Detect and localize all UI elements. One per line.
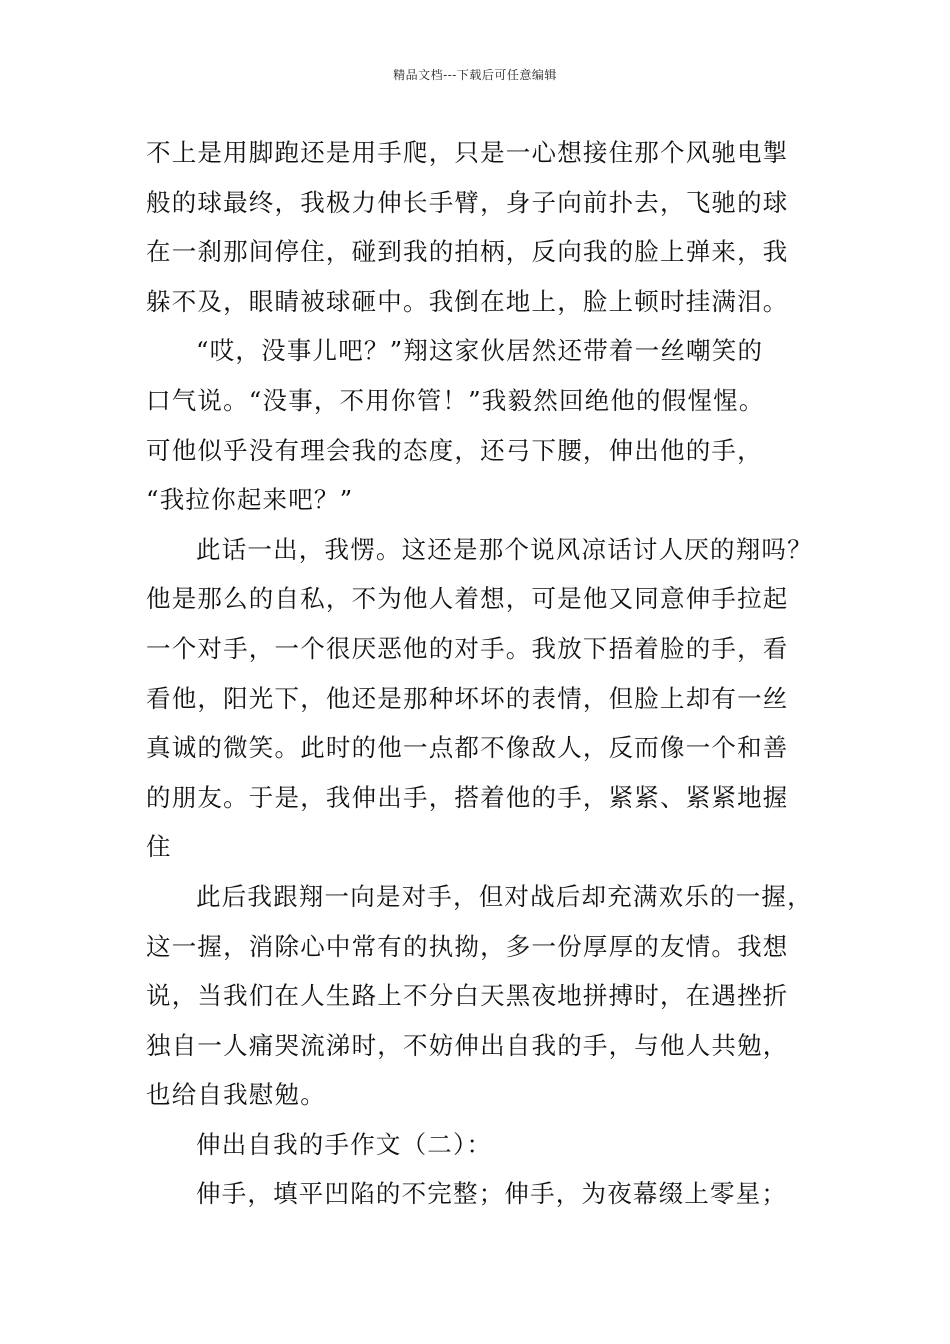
text-line: 的朋友。于是，我伸出手，搭着他的手，紧紧、紧紧地握 <box>146 782 789 812</box>
paragraph-start-line: 此话一出，我愣。这还是那个说风凉话讨人厌的翔吗？ <box>196 534 813 564</box>
text-line: 般的球最终，我极力伸长手臂，身子向前扑去，飞驰的球 <box>146 187 789 217</box>
text-line: 一个对手，一个很厌恶他的对手。我放下捂着脸的手，看 <box>146 633 789 663</box>
text-line: 看他，阳光下，他还是那种坏坏的表情，但脸上却有一丝 <box>146 683 789 713</box>
paragraph-start-line: 此后我跟翔一向是对手，但对战后却充满欢乐的一握， <box>196 881 813 911</box>
document-body <box>146 128 836 1219</box>
section-heading: 伸出自我的手作文（二）： <box>196 1129 493 1159</box>
text-line: 躲不及，眼睛被球砸中。我倒在地上，脸上顿时挂满泪。 <box>146 286 789 316</box>
page-header: 精品文档---下载后可任意编辑 <box>393 68 557 82</box>
text-line: 在一刹那间停住，碰到我的拍柄，反向我的脸上弹来，我 <box>146 237 789 267</box>
text-line: 说，当我们在人生路上不分白天黑夜地拼搏时，在遇挫折 <box>146 981 789 1011</box>
text-line: 真诚的微笑。此时的他一点都不像敌人，反而像一个和善 <box>146 733 789 763</box>
text-line: 住 <box>146 832 172 862</box>
text-line: 口气说。“没事，不用你管！”我毅然回绝他的假惺惺。 <box>146 385 765 415</box>
paragraph-start-line: “哎，没事儿吧？”翔这家伙居然还带着一丝嘲笑的 <box>196 336 764 366</box>
text-line: 他是那么的自私，不为他人着想，可是他又同意伸手拉起 <box>146 584 789 614</box>
paragraph-start-line: 伸手，填平凹陷的不完整；伸手，为夜幕缀上零星； <box>196 1179 788 1209</box>
text-line: “我拉你起来吧？” <box>146 485 354 515</box>
text-line: 这一握，消除心中常有的执拗，多一份厚厚的友情。我想 <box>146 931 789 961</box>
text-line: 也给自我慰勉。 <box>146 1080 326 1110</box>
text-line: 可他似乎没有理会我的态度，还弓下腰，伸出他的手， <box>146 435 763 465</box>
text-line: 不上是用脚跑还是用手爬，只是一心想接住那个风驰电掣 <box>146 138 789 167</box>
text-line: 独自一人痛哭流涕时，不妨伸出自我的手，与他人共勉， <box>146 1030 789 1060</box>
